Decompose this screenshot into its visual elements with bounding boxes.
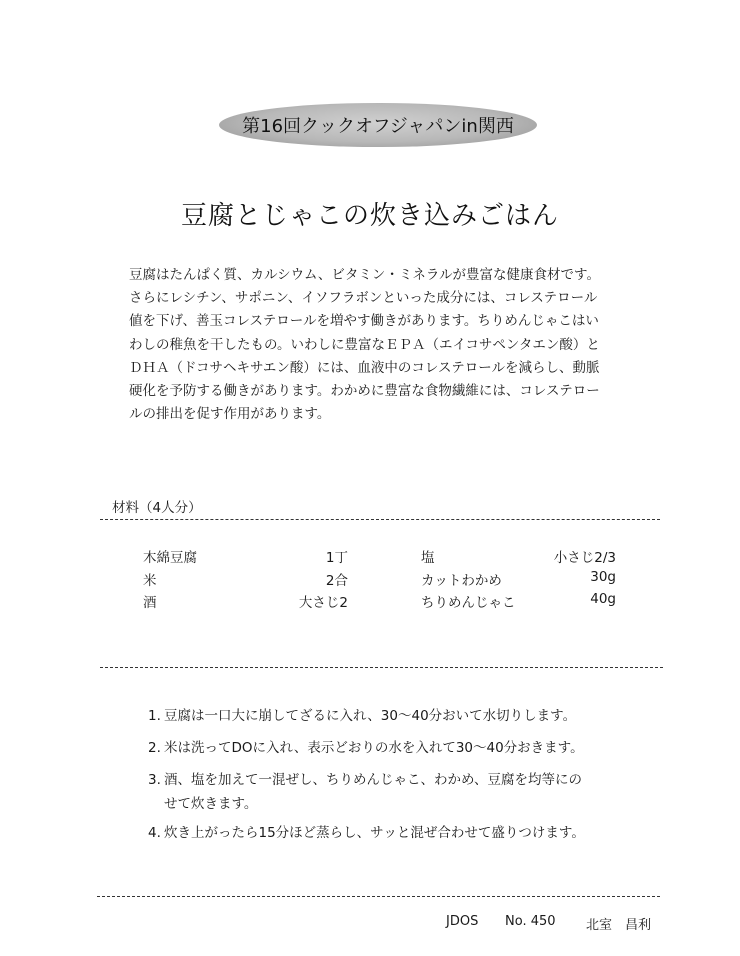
step-item [148,768,582,812]
event-banner: 第16回クックオフジャパンin関西 [219,103,537,147]
footer-number: No. 450 [505,914,556,929]
ingredient-name: ちりめんじゃこ [421,595,516,611]
ingredient-name: 酒 [143,595,157,611]
ingredient-name: カットわかめ [421,573,502,589]
ingredient-amount: 30g [590,569,616,585]
footer-author: 北室 昌利 [586,918,652,933]
intro-line: ルの排出を促す作用があります。 [129,406,331,423]
ingredient-amount: 2合 [325,573,348,589]
step-number: 1. [148,708,161,724]
ingredient-name: 木綿豆腐 [143,550,197,566]
intro-line: さらにレシチン、サポニン、イソフラボンといった成分には、コレステロール [129,290,598,307]
step-item [148,736,584,756]
divider [97,896,660,897]
ingredient-amount: 小さじ2/3 [553,550,616,566]
ingredient-name: 塩 [421,550,435,566]
intro-paragraph [129,264,639,426]
intro-line: 値を下げ、善玉コレステロールを増やす働きがあります。ちりめんじゃこはい [129,313,599,330]
intro-line: 豆腐はたんぱく質、カルシウム、ビタミン・ミネラルが豊富な健康食材です。 [129,267,600,283]
ingredients-heading: 材料（4人分） [112,500,202,516]
ingredient-name: 米 [143,573,157,589]
step-number: 3. [148,772,161,788]
step-text: 豆腐は一口大に崩してざるに入れ、30～40分おいて水切りします。 [164,708,577,724]
intro-line: わしの稚魚を干したもの。いわしに豊富なＥＰＡ（エイコサペンタエン酸）と [129,336,600,353]
step-text-continued: せて炊きます。 [164,796,258,812]
intro-line: ＤＨＡ（ドコサヘキサエン酸）には、血液中のコレステロールを減らし、動脈 [129,359,600,376]
step-number: 2. [148,740,161,756]
step-item [148,704,576,724]
step-item [148,821,585,841]
ingredient-amount: 1丁 [325,550,348,566]
step-text: 酒、塩を加えて一混ぜし、ちりめんじゃこ、わかめ、豆腐を均等にの [164,772,582,788]
divider [100,667,663,668]
footer-org: JDOS [446,914,479,929]
step-text: 米は洗ってDOに入れ、表示どおりの水を入れて30～40分おきます。 [164,740,584,756]
step-number: 4. [148,825,161,841]
recipe-title: 豆腐とじゃこの炊き込みごはん [180,201,559,231]
intro-line: 硬化を予防する働きがあります。わかめに豊富な食物繊維には、コレステロー [129,383,600,400]
ingredient-amount: 大さじ2 [298,595,348,611]
ingredient-amount: 40g [590,591,616,607]
divider [100,519,660,520]
step-text: 炊き上がったら15分ほど蒸らし、サッと混ぜ合わせて盛りつけます。 [164,825,585,841]
